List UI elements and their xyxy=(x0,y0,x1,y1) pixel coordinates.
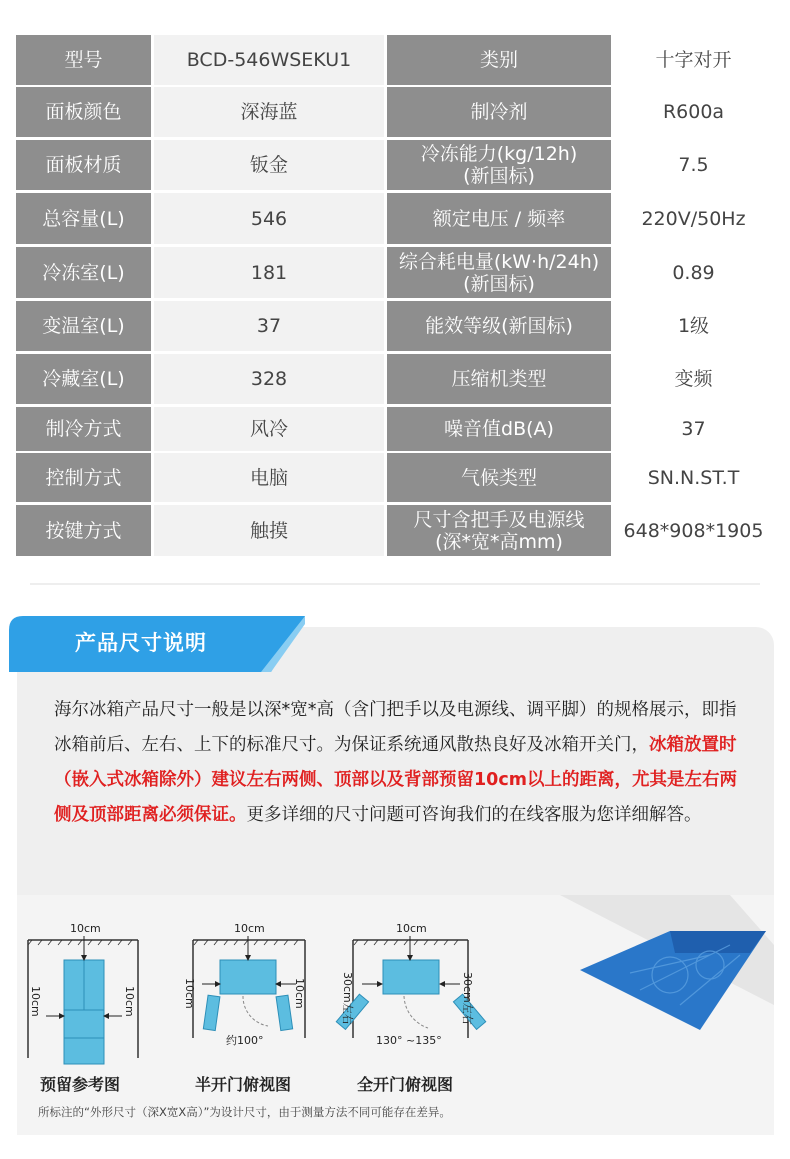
spec-value-r10-c2: 触摸 xyxy=(154,505,384,556)
spec-value-r2-c2: 深海蓝 xyxy=(154,87,384,137)
full-open-diagram xyxy=(336,922,485,1047)
top-gap-label: 10cm xyxy=(70,922,101,935)
full-angle-label: 130° ~135° xyxy=(376,1034,442,1047)
half-open-diagram xyxy=(183,922,306,1047)
spec-value-r8-c4: 37 xyxy=(614,407,773,451)
spec-label-r8-c1: 制冷方式 xyxy=(16,407,151,451)
top-gap-label-3: 10cm xyxy=(396,922,427,935)
spec-value-r3-c2: 钣金 xyxy=(154,140,384,190)
size-description xyxy=(54,693,744,833)
spec-table xyxy=(16,35,773,558)
section-title: 产品尺寸说明 xyxy=(75,631,207,655)
fridge-top-shape-2 xyxy=(383,960,439,994)
spec-value-r2-c4: R600a xyxy=(614,87,773,137)
spec-value-r5-c2: 181 xyxy=(154,247,384,298)
spec-value-r6-c4: 1级 xyxy=(614,301,773,351)
spec-label-r4-c3: 额定电压 / 频率 xyxy=(387,193,611,244)
spec-label-r3-c1: 面板材质 xyxy=(16,140,151,190)
half-angle-label: 约100° xyxy=(226,1034,264,1047)
fridge-top-shape xyxy=(220,960,276,994)
clearance-warning: 冰箱放置时（嵌入式冰箱除外）建议左右两侧、顶部以及背部预留10cm以上的距离，尤其是左右两侧及顶部距离必须保证。 xyxy=(54,735,737,825)
caption-full-open: 全开门俯视图 xyxy=(357,1075,454,1094)
spec-value-r5-c4: 0.89 xyxy=(614,247,773,298)
spec-label-r9-c1: 控制方式 xyxy=(16,453,151,502)
spec-label-r6-c3: 能效等级(新国标) xyxy=(387,301,611,351)
spec-value-r7-c2: 328 xyxy=(154,354,384,404)
spec-label-r2-c1: 面板颜色 xyxy=(16,87,151,137)
spec-label-r7-c1: 冷藏室(L) xyxy=(16,354,151,404)
spec-label-r2-c3: 制冷剂 xyxy=(387,87,611,137)
right-gap-label-2: 10cm xyxy=(293,978,306,1009)
spec-label-r5-c1: 冷冻室(L) xyxy=(16,247,151,298)
spec-value-r8-c2: 风冷 xyxy=(154,407,384,451)
right-gap-label: 10cm xyxy=(123,986,136,1017)
spec-value-r1-c4: 十字对开 xyxy=(614,35,773,85)
top-gap-label-2: 10cm xyxy=(234,922,265,935)
left-gap-label: 10cm xyxy=(29,986,42,1017)
dimension-note: 所标注的“外形尺寸（深X宽X高）”为设计尺寸，由于测量方法不同可能存在差异。 xyxy=(38,1105,451,1119)
divider xyxy=(30,583,760,585)
spec-value-r3-c4: 7.5 xyxy=(614,140,773,190)
spec-label-r3-c3: 冷冻能力(kg/12h) (新国标) xyxy=(387,140,611,190)
decorative-pattern xyxy=(560,895,774,1055)
spec-value-r4-c4: 220V/50Hz xyxy=(614,193,773,244)
spec-label-r10-c3: 尺寸含把手及电源线 (深*宽*高mm) xyxy=(387,505,611,556)
spec-label-r7-c3: 压缩机类型 xyxy=(387,354,611,404)
spec-label-r9-c3: 气候类型 xyxy=(387,453,611,502)
spec-value-r9-c2: 电脑 xyxy=(154,453,384,502)
spec-value-r4-c2: 546 xyxy=(154,193,384,244)
spec-value-r1-c2: BCD-546WSEKU1 xyxy=(154,35,384,85)
right-gap-label-3: 30cm左右 xyxy=(461,972,474,1025)
spec-label-r5-c3: 综合耗电量(kW·h/24h) (新国标) xyxy=(387,247,611,298)
description-text: 海尔冰箱产品尺寸一般是以深*宽*高（含门把手以及电源线、调平脚）的规格展示，即指冰箱前后、左右、上下的标准尺寸。为保证系统通风散热良好及冰箱开关门， xyxy=(54,700,737,755)
reserve-diagram xyxy=(28,922,138,1064)
spec-value-r9-c4: SN.N.ST.T xyxy=(614,453,773,502)
left-gap-label-2: 10cm xyxy=(183,978,196,1009)
spec-value-r10-c4: 648*908*1905 xyxy=(614,505,773,556)
clearance-diagrams xyxy=(18,898,578,1138)
left-gap-label-3: 30cm左右 xyxy=(341,972,354,1025)
caption-half-open: 半开门俯视图 xyxy=(195,1075,292,1094)
spec-label-r1-c3: 类别 xyxy=(387,35,611,85)
caption-reserve: 预留参考图 xyxy=(40,1075,121,1094)
spec-label-r6-c1: 变温室(L) xyxy=(16,301,151,351)
spec-label-r1-c1: 型号 xyxy=(16,35,151,85)
spec-value-r7-c4: 变频 xyxy=(614,354,773,404)
spec-label-r10-c1: 按键方式 xyxy=(16,505,151,556)
spec-label-r4-c1: 总容量(L) xyxy=(16,193,151,244)
description-contact: 更多详细的尺寸问题可咨询我们的在线客服为您详细解答。 xyxy=(246,805,702,825)
spec-value-r6-c2: 37 xyxy=(154,301,384,351)
spec-label-r8-c3: 噪音值dB(A) xyxy=(387,407,611,451)
